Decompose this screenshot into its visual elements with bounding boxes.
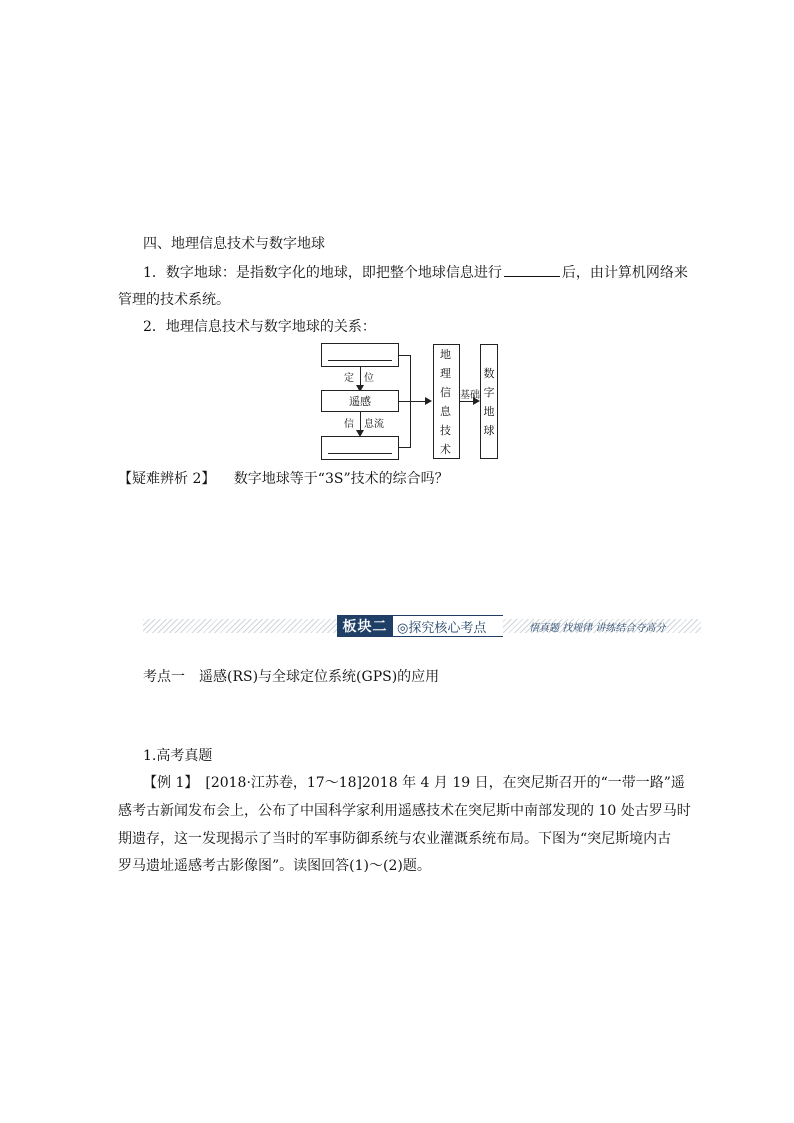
blank-box-top (321, 343, 399, 367)
label-positioning: 定 位 (344, 373, 374, 384)
blank-line-bottom[interactable] (328, 453, 392, 454)
box-digital-earth (480, 344, 498, 459)
item-2: 2．地理信息技术与数字地球的关系： (143, 319, 376, 335)
kaodian-title: 考点一 遥感(RS)与全球定位系统(GPS)的应用 (143, 669, 440, 685)
question-tag: 【疑难辨析 2】 (118, 471, 216, 487)
example-line-3: 期遗存，这一发现揭示了当时的军事防御系统与农业灌溉系统布局。下图为“突尼斯境内古 (118, 831, 672, 847)
bracket-bottom (399, 447, 411, 448)
question-text: 数字地球等于“3S”技术的综合吗？ (233, 471, 449, 487)
connector-to-earth (460, 401, 474, 402)
fill-blank[interactable] (504, 275, 560, 277)
item-1 (143, 262, 688, 282)
gaokao-heading: 1.高考真题 (143, 748, 213, 764)
box-gis-label: 地理信息技术 (440, 347, 453, 456)
connector-to-gis (399, 401, 426, 402)
item-1-prefix: 1．数字地球：是指数字化的地球，即把整个地球信息进行 (143, 265, 502, 281)
label-info-flow: 信 息流 (344, 419, 384, 430)
item-1-line-2: 管理的技术系统。 (118, 292, 230, 308)
example-line-4: 罗马遗址遥感考古影像图”。读图回答(1)～(2)题。 (118, 858, 431, 874)
label-foundation: 基础 (460, 390, 480, 401)
item-1-suffix: 后，由计算机网络来 (561, 265, 688, 281)
box-gis (433, 344, 460, 459)
example-line-2: 感考古新闻发布会上，公布了中国科学家利用遥感技术在突尼斯中南部发现的 10 处古罗马时 (118, 803, 691, 819)
banner-subtitle: ◎探究核心考点 (393, 615, 503, 637)
blank-box-bottom (321, 436, 399, 460)
blank-line-top[interactable] (328, 360, 392, 361)
box-digital-earth-label: 数字地球 (483, 366, 495, 437)
box-remote-sensing: 遥感 (321, 390, 399, 412)
arrow-right-icon (425, 397, 432, 405)
banner-slogan: 悟真题 找规律 讲练结合夺高分 (529, 623, 666, 634)
difficulty-question (118, 468, 449, 488)
section-heading: 四、地理信息技术与数字地球 (143, 236, 325, 252)
banner-block: 板块二 (337, 615, 393, 637)
example-line-1: 【例 1】 [2018·江苏卷，17～18]2018 年 4 月 19 日，在突尼斯召开的“一带一路”遥 (143, 775, 685, 791)
